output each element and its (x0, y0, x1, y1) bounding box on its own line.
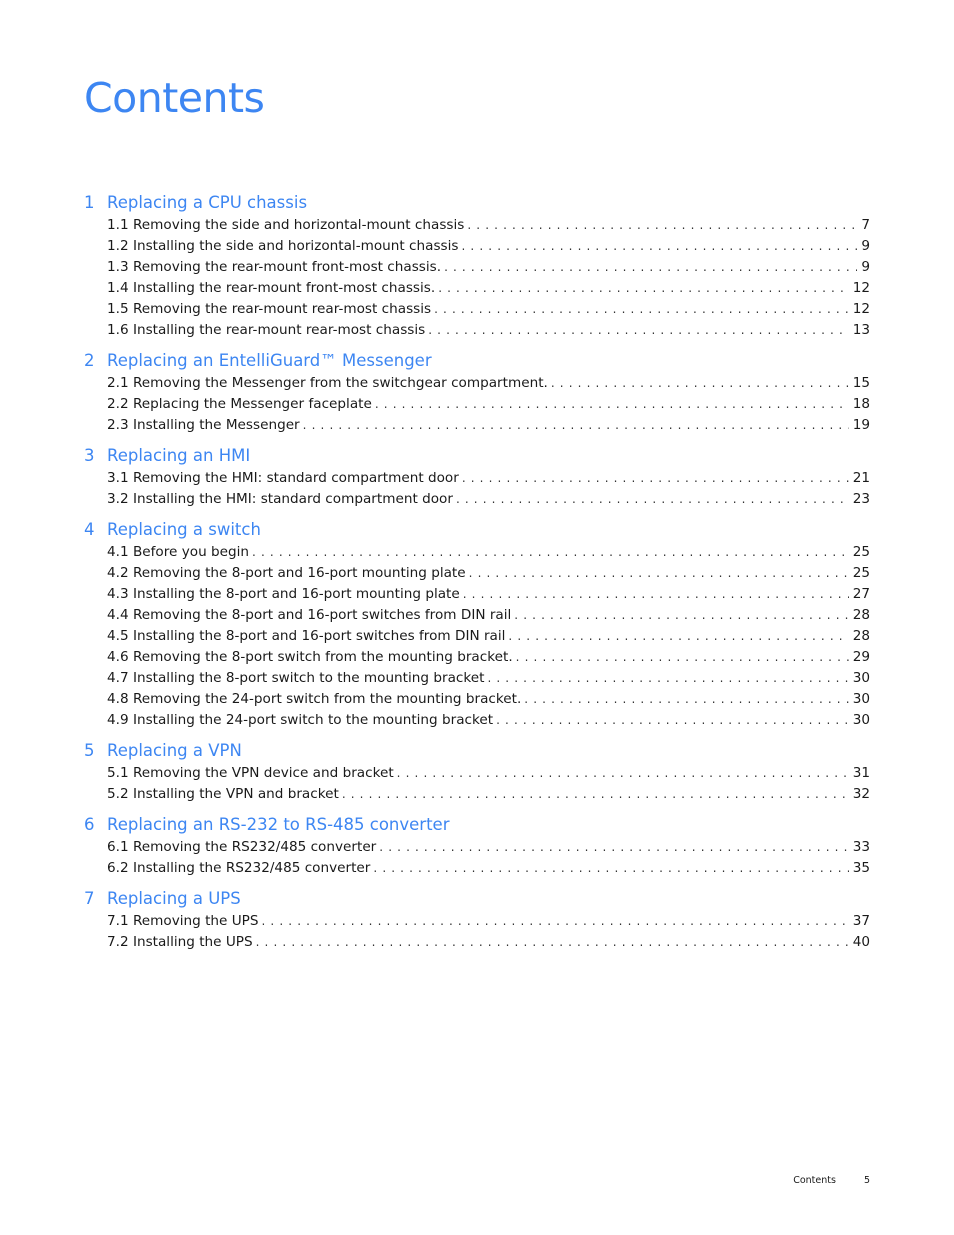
toc-entry-link[interactable] (107, 649, 870, 670)
dot-leader (397, 766, 849, 780)
chapter-number: 2 (84, 351, 95, 370)
dot-leader (379, 840, 848, 854)
toc-entry-page-number: 33 (852, 839, 870, 855)
toc-entry-title: 4.7 Installing the 8-port switch to the mounting bracket (107, 670, 485, 686)
toc-entry-link[interactable] (107, 860, 870, 881)
chapter-number: 5 (84, 741, 95, 760)
dot-leader (467, 218, 857, 232)
toc-entry-title: 2.3 Installing the Messenger (107, 417, 300, 433)
toc-entry-link[interactable] (107, 934, 870, 955)
toc-entry-title: 2.1 Removing the Messenger from the switchgear compartment. (107, 375, 548, 391)
toc-entry-title: 1.5 Removing the rear-mount rear-most chassis (107, 301, 432, 317)
toc-entry-title: 1.1 Removing the side and horizontal-mount chassis (107, 217, 465, 233)
dot-leader (373, 861, 848, 875)
toc-chapter (84, 193, 870, 343)
footer-section: Contents (793, 1175, 836, 1186)
toc-entry-link[interactable] (107, 491, 870, 512)
chapter-number: 3 (84, 446, 95, 465)
chapter-heading-link[interactable] (84, 193, 870, 217)
page-footer (793, 1175, 870, 1186)
chapter-title: Replacing a CPU chassis (107, 193, 308, 212)
toc-entry-page-number: 25 (852, 565, 870, 581)
dot-leader (463, 587, 849, 601)
toc-chapter (84, 815, 870, 881)
toc-entry-link[interactable] (107, 280, 870, 301)
chapter-heading-link[interactable] (84, 351, 870, 375)
toc-entry-page-number: 18 (852, 396, 870, 412)
dot-leader (496, 713, 849, 727)
dot-leader (252, 545, 849, 559)
toc-entry-title: 1.6 Installing the rear-mount rear-most chassis (107, 322, 426, 338)
toc-entry-link[interactable] (107, 217, 870, 238)
toc-entry-title: 4.3 Installing the 8-port and 16-port mounting plate (107, 586, 460, 602)
dot-leader (428, 323, 848, 337)
toc-entry-page-number: 35 (852, 860, 870, 876)
toc-entry-link[interactable] (107, 322, 870, 343)
toc-entry-page-number: 27 (852, 586, 870, 602)
toc-entry-link[interactable] (107, 417, 870, 438)
toc-entry-title: 4.5 Installing the 8-port and 16-port switches from DIN rail (107, 628, 506, 644)
toc-entry-link[interactable] (107, 259, 870, 280)
toc-chapter (84, 741, 870, 807)
toc-chapter (84, 446, 870, 512)
toc-entry-page-number: 32 (852, 786, 870, 802)
toc-entry-link[interactable] (107, 607, 870, 628)
toc-entry-title: 6.2 Installing the RS232/485 converter (107, 860, 371, 876)
toc-entry-link[interactable] (107, 396, 870, 417)
toc-entry-link[interactable] (107, 586, 870, 607)
toc-entry-link[interactable] (107, 670, 870, 691)
chapter-title: Replacing an RS-232 to RS-485 converter (107, 815, 450, 834)
dot-leader (342, 787, 849, 801)
toc-entry-title: 2.2 Replacing the Messenger faceplate (107, 396, 372, 412)
toc-entry-title: 5.2 Installing the VPN and bracket (107, 786, 339, 802)
toc-entry-page-number: 37 (852, 913, 870, 929)
chapter-title: Replacing a UPS (107, 889, 241, 908)
toc-entry-title: 4.2 Removing the 8-port and 16-port mounting plate (107, 565, 466, 581)
chapter-heading-link[interactable] (84, 815, 870, 839)
chapter-number: 6 (84, 815, 95, 834)
dot-leader (375, 397, 849, 411)
toc-chapter (84, 520, 870, 733)
dot-leader (438, 281, 849, 295)
toc-entry-page-number: 40 (852, 934, 870, 950)
chapter-title: Replacing an EntelliGuard™ Messenger (107, 351, 432, 370)
chapter-heading-link[interactable] (84, 741, 870, 765)
toc-entry-page-number: 28 (852, 628, 870, 644)
toc-entry-title: 3.1 Removing the HMI: standard compartment door (107, 470, 459, 486)
toc-chapter (84, 351, 870, 438)
page-title: Contents (84, 74, 265, 122)
toc-entry-link[interactable] (107, 712, 870, 733)
toc-entry-link[interactable] (107, 544, 870, 565)
toc-entry-link[interactable] (107, 913, 870, 934)
chapter-heading-link[interactable] (84, 889, 870, 913)
toc-entry-page-number: 28 (852, 607, 870, 623)
dot-leader (434, 302, 849, 316)
dot-leader (524, 692, 848, 706)
dot-leader (469, 566, 849, 580)
toc-entry-page-number: 15 (852, 375, 870, 391)
toc-entry-title: 7.1 Removing the UPS (107, 913, 259, 929)
toc-entry-title: 3.2 Installing the HMI: standard compartment door (107, 491, 453, 507)
dot-leader (462, 471, 849, 485)
toc-entry-page-number: 30 (852, 691, 870, 707)
dot-leader (444, 260, 857, 274)
dot-leader (303, 418, 849, 432)
dot-leader (487, 671, 848, 685)
toc-entry-link[interactable] (107, 765, 870, 786)
toc-entry-link[interactable] (107, 565, 870, 586)
toc-entry-page-number: 31 (852, 765, 870, 781)
toc-entry-title: 4.4 Removing the 8-port and 16-port switches from DIN rail (107, 607, 512, 623)
dot-leader (514, 608, 848, 622)
footer-page-number: 5 (863, 1175, 870, 1186)
toc-entry-title: 4.9 Installing the 24-port switch to the mounting bracket (107, 712, 494, 728)
toc-entry-title: 1.4 Installing the rear-mount front-most chassis. (107, 280, 436, 296)
chapter-heading-link[interactable] (84, 520, 870, 544)
toc-entry-page-number: 12 (852, 280, 870, 296)
toc-entry-link[interactable] (107, 691, 870, 712)
toc-entry-page-number: 7 (861, 217, 870, 233)
toc-entry-link[interactable] (107, 375, 870, 396)
toc-entry-link[interactable] (107, 839, 870, 860)
dot-leader (456, 492, 849, 506)
chapter-title: Replacing a switch (107, 520, 261, 539)
toc-entry-page-number: 23 (852, 491, 870, 507)
toc-entry-title: 4.8 Removing the 24-port switch from the mounting bracket. (107, 691, 522, 707)
toc-entry-title: 4.1 Before you begin (107, 544, 250, 560)
toc-entry-page-number: 21 (852, 470, 870, 486)
dot-leader (516, 650, 849, 664)
toc-entry-title: 1.3 Removing the rear-mount front-most chassis. (107, 259, 442, 275)
toc-entry-title: 6.1 Removing the RS232/485 converter (107, 839, 377, 855)
toc-entry-link[interactable] (107, 786, 870, 807)
chapter-title: Replacing a VPN (107, 741, 242, 760)
dot-leader (262, 914, 849, 928)
toc-entry-title: 4.6 Removing the 8-port switch from the mounting bracket. (107, 649, 513, 665)
toc-entry-page-number: 29 (852, 649, 870, 665)
chapter-number: 7 (84, 889, 95, 908)
toc-entry-page-number: 9 (861, 238, 870, 254)
toc-entry-page-number: 19 (852, 417, 870, 433)
toc-entry-link[interactable] (107, 628, 870, 649)
toc-chapter (84, 889, 870, 955)
toc-entry-page-number: 9 (861, 259, 870, 275)
toc-entry-title: 7.2 Installing the UPS (107, 934, 253, 950)
dot-leader (508, 629, 848, 643)
dot-leader (551, 376, 849, 390)
chapter-number: 1 (84, 193, 95, 212)
chapter-title: Replacing an HMI (107, 446, 251, 465)
table-of-contents (84, 193, 870, 963)
toc-entry-page-number: 12 (852, 301, 870, 317)
dot-leader (256, 935, 849, 949)
toc-entry-link[interactable] (107, 238, 870, 259)
toc-entry-title: 1.2 Installing the side and horizontal-mount chassis (107, 238, 459, 254)
chapter-number: 4 (84, 520, 95, 539)
chapter-heading-link[interactable] (84, 446, 870, 470)
dot-leader (462, 239, 858, 253)
toc-entry-page-number: 25 (852, 544, 870, 560)
toc-entry-page-number: 13 (852, 322, 870, 338)
toc-entry-link[interactable] (107, 301, 870, 322)
toc-entry-page-number: 30 (852, 712, 870, 728)
toc-entry-link[interactable] (107, 470, 870, 491)
toc-entry-title: 5.1 Removing the VPN device and bracket (107, 765, 394, 781)
toc-entry-page-number: 30 (852, 670, 870, 686)
